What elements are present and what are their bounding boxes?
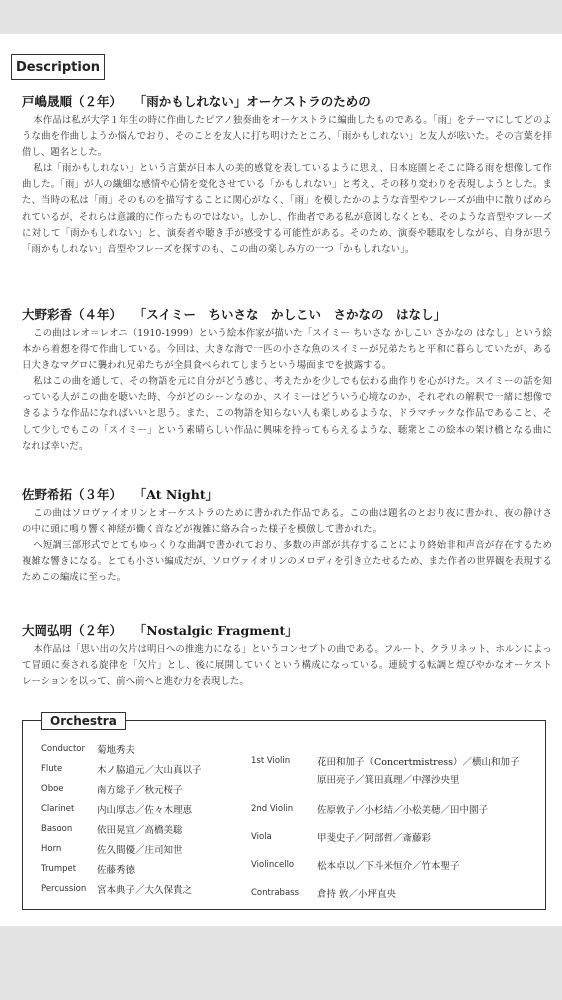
- instrument-label: 2nd Violin: [251, 804, 294, 814]
- player-names: 木ノ脇道元／大山真以子: [97, 765, 202, 776]
- piece-title: 「雨かもしれない」オーケストラのための: [140, 94, 371, 109]
- player-names: 松本卓以／下斗米恒介／竹本聖子: [317, 861, 460, 872]
- paragraph: 本作品は私が大学１年生の時に作曲したピアノ独奏曲をオーケストラに編曲したものである。「雨」をテーマにしてどのような曲を作曲しようか悩んでおり、そのことを友人に打ち明けたところ、「雨かもしれない」と友人が呟いた。その言葉を拝借し、題名とした。: [22, 115, 552, 159]
- instrument-label: Oboe: [41, 784, 64, 794]
- paragraph: ヘ短調三部形式でとてもゆっくりな曲調で書かれており、多数の声部が共存することにより終始非和声音が存在するため複雑な響きになる。とても小さい編成だが、ソロヴァイオリンのメロディを引き立たせるため、また作者の世界観を表現するためこの編成に至った。: [22, 540, 552, 584]
- instrument-label: Contrabass: [251, 888, 300, 898]
- instrument-label: Flute: [41, 764, 63, 774]
- program-note-4: [22, 621, 552, 690]
- section-heading: [22, 485, 552, 503]
- program-note-3: [22, 485, 552, 586]
- program-note-2: [22, 305, 552, 455]
- piece-title: 「スイミー ちいさな かしこい さかなの はなし」: [140, 307, 447, 322]
- orchestra-title: Orchestra: [41, 712, 126, 730]
- document-page: [0, 34, 562, 926]
- section-heading: [22, 305, 552, 323]
- instrument-label: Clarinet: [41, 804, 75, 814]
- instrument-label: 1st Violin: [251, 756, 291, 766]
- piece-title: 「At Night」: [140, 487, 219, 502]
- composer-name: 戸嶋晟順（２年）: [22, 94, 123, 109]
- paragraph: 私は「雨かもしれない」という言葉が日本人の美的感覚を表しているように思え、日本庭園とそこに降る雨を想像して作曲した。「雨」が人の繊細な感情や心情を変化させている「かもしれない」と考え、その移り変わりを表現しようとした。また、当時の私は「雨」そのものを描写することに関心がなく、「雨」を模したかのような音型やフレーズが曲中に散りばめられているが、それらは意識的に作ったものではない。しかし、作曲者である私が意図しなくとも、そのような音型やフレーズに対して「雨かもしれない」と、演奏者や聴き手が感受する可能性がある。そのため、演奏や聴取をしながら、自身が思う「雨かもしれない」音型やフレーズを探すのも、この曲の楽しみ方の一つ「かもしれない」。: [22, 163, 552, 255]
- player-names: 原田亮子／箕田真理／中澤沙央里: [317, 775, 460, 786]
- player-names: 甲斐史子／阿部哲／斎藤彩: [317, 833, 432, 844]
- player-names: 花田和加子（Concertmistress）／横山和加子: [317, 757, 520, 768]
- player-names: 佐久間優／庄司知世: [97, 845, 183, 856]
- player-names: 菊地秀夫: [97, 745, 136, 756]
- player-names: 南方総子／秋元桜子: [97, 785, 183, 796]
- instrument-label: Trumpet: [41, 864, 77, 874]
- composer-name: 佐野希拓（３年）: [22, 487, 123, 502]
- section-heading: [22, 621, 552, 639]
- player-names: 宮本典子／大久保貴之: [97, 885, 193, 896]
- player-names: 倉持 敦／小坪直央: [317, 889, 397, 900]
- player-names: 依田晃宣／高橋美聡: [97, 825, 183, 836]
- section-heading: [22, 92, 552, 110]
- composer-name: 大野彩香（４年）: [22, 307, 123, 322]
- instrument-label: Viola: [251, 832, 272, 842]
- instrument-label: Horn: [41, 844, 62, 854]
- composer-name: 大岡弘明（２年）: [22, 623, 123, 638]
- orchestra-box: [22, 714, 546, 910]
- paragraph: 私はこの曲を通して、その物語を元に自分がどう感じ、考えたかを少しでも伝わる曲作りを心がけた。スイミーの話を知っている人がこの曲を聴いた時、今がどのシーンなのか、スイミーはどういう心境なのか、それぞれの解釈で一緒に想像できるような作品になればいいと思う。また、この物語を知らない人も楽しめるような、ドラマチックな作品であること、そして少しでもこの「スイミー」という素晴らしい作品に興味を持ってもらえるような、聴衆とこの絵本の架け橋となる曲になれば幸いだ。: [22, 376, 552, 452]
- player-names: 内山厚志／佐々木理恵: [97, 805, 193, 816]
- instrument-label: Basoon: [41, 824, 73, 834]
- instrument-label: Conductor: [41, 744, 86, 754]
- player-names: 佐藤秀徳: [97, 865, 136, 876]
- piece-title: 「Nostalgic Fragment」: [140, 623, 298, 638]
- player-names: 佐原敦子／小杉結／小松美穂／田中園子: [317, 805, 489, 816]
- paragraph: この曲はソロヴァイオリンとオーケストラのために書かれた作品である。この曲は題名のとおり夜に書かれ、夜の静けさの中に頭に鳴り響く神経が働く音などが複雑に絡み合った様子を模倣して書かれた。: [22, 508, 552, 536]
- instrument-label: Percussion: [41, 884, 87, 894]
- paragraph: この曲はレオ＝レオニ（1910-1999）という絵本作家が描いた「スイミー ちいさな かしこい さかなの はなし」という絵本から着想を得て作曲している。今回は、大きな海で一匹の小さな魚のスイミーが兄弟たちと平和に暮らしていたが、ある日大きなマグロに襲われ兄弟たちが全員食べられてしまうという場面までを披露する。: [22, 328, 552, 372]
- description-label: Description: [11, 54, 105, 80]
- paragraph: 本作品は「思い出の欠片は明日への推進力になる」というコンセプトの曲である。フルート、クラリネット、ホルンによって冒頭に奏される旋律を「欠片」とし、後に展開していくという構成になっている。連続する転調と煌びやかなオーケストレーションを以って、前へ前へと進む力を表現した。: [22, 644, 552, 688]
- instrument-label: Violincello: [251, 860, 295, 870]
- program-note-1: [22, 92, 552, 258]
